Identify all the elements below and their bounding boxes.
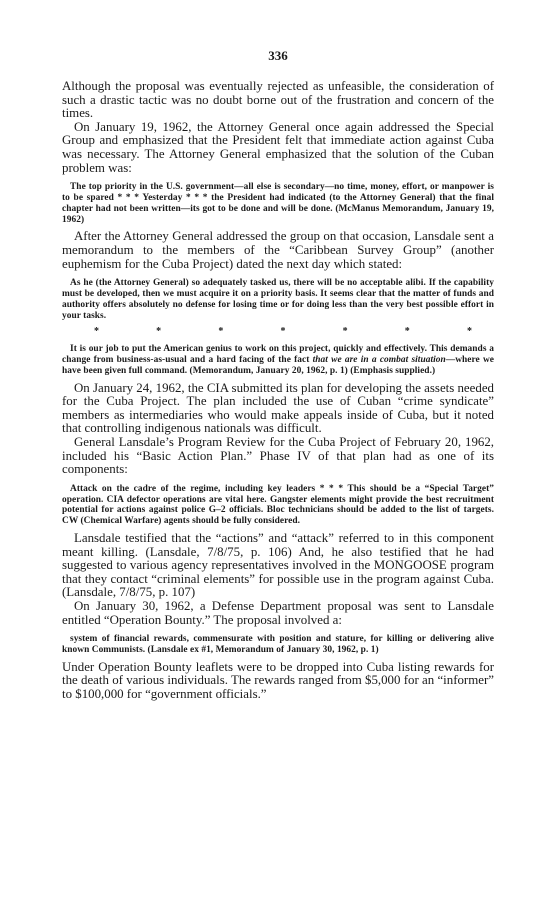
body-paragraph: Although the proposal was eventually rejected as unfeasible, the consideration of such a drastic tactic was no doubt borne out of the frustration and concern of the times. [62, 79, 494, 121]
star: * [94, 326, 99, 338]
ellipsis-stars [62, 326, 494, 338]
body-paragraph: On January 30, 1962, a Defense Department proposal was sent to Lansdale entitled “Operation Bounty.” The proposal involved a: [62, 599, 494, 627]
emphasis: that we are in a combat situation [312, 355, 446, 366]
star: * [466, 326, 472, 338]
star: * [342, 326, 348, 338]
body-paragraph: After the Attorney General addressed the group on that occasion, Lansdale sent a memorandum to the members of the “Caribbean Survey Group” (another euphemism for the Cuba Project) dated the next day which stated: [62, 229, 494, 271]
body-paragraph: General Lansdale’s Program Review for the Cuba Project of February 20, 1962, included his “Basic Action Plan.” Phase IV of that plan had as one of its components: [62, 435, 494, 477]
body-paragraph: On January 19, 1962, the Attorney General once again addressed the Special Group and emphasized that the President felt that immediate action against Cuba was necessary. The Attorney General emphasized that the solution of the Cuban problem was: [62, 119, 494, 175]
block-quote: system of financial rewards, commensurate with position and stature, for killing or delivering alive known Communists. (Lansdale ex #1, Memorandum of January 30, 1962, p. 1) [62, 634, 494, 655]
body-paragraph: On January 24, 1962, the CIA submitted its plan for developing the assets needed for the Cuba Project. The plan included the use of Cuban “crime syndicate” members as intermediaries who would make appeals inside of Cuba, but it noted that controlling indigenous nationals was difficult. [62, 380, 494, 436]
quote-text: It is our job to put the American genius to work on this project, quickly and effectively. This demands a change from business-as-usual and a hard facing of the fact that we are in a combat situation—where we have been given full command. (Memorandum, January 20, 1962, p. 1) (Emphasis supplied.) [62, 344, 494, 376]
block-quote: Attack on the cadre of the regime, including key leaders * * * This should be a “Special Target” operation. CIA defector operations are vital here. Gangster elements might provide the best recruitment potential for actions against police G–2 officials. Bloc technicians should be added to the list of targets. CW (Chemical Warfare) agents should be fully considered. [62, 483, 494, 527]
document-page [62, 48, 494, 702]
star: * [218, 326, 224, 338]
star: * [280, 326, 286, 338]
block-quote: The top priority in the U.S. government—all else is secondary—no time, money, effort, or manpower is to be spared * * * Yesterday * * * the President had indicated (to the Attorney General) that the final chapter had not been written—its got to be done and will be done. (McManus Memorandum, January 19, 1962) [62, 182, 494, 225]
body-paragraph: Under Operation Bounty leaflets were to be dropped into Cuba listing rewards for the death of various individuals. The rewards ranged from $5,000 for an “informer” to $100,000 for “government officials.” [62, 659, 494, 701]
star: * [156, 326, 162, 338]
star: * [404, 326, 410, 338]
block-quote [62, 344, 494, 376]
block-quote: As he (the Attorney General) so adequately tasked us, there will be no acceptable alibi. If the capability must be developed, then we must acquire it on a priority basis. It seems clear that the matter of funds and authority offers absolutely no defense for losing time or for doing less than the very best possible effort in your tasks. [62, 278, 494, 321]
body-paragraph: Lansdale testified that the “actions” and “attack” referred to in this component meant killing. (Lansdale, 7/8/75, p. 106) And, he also testified that he had suggested to various agency representatives involved in the MONGOOSE program that they contact “criminal elements” for possible use in the program against Cuba. (Lansdale, 7/8/75, p. 107) [62, 531, 494, 600]
page-number: 336 [268, 48, 288, 63]
